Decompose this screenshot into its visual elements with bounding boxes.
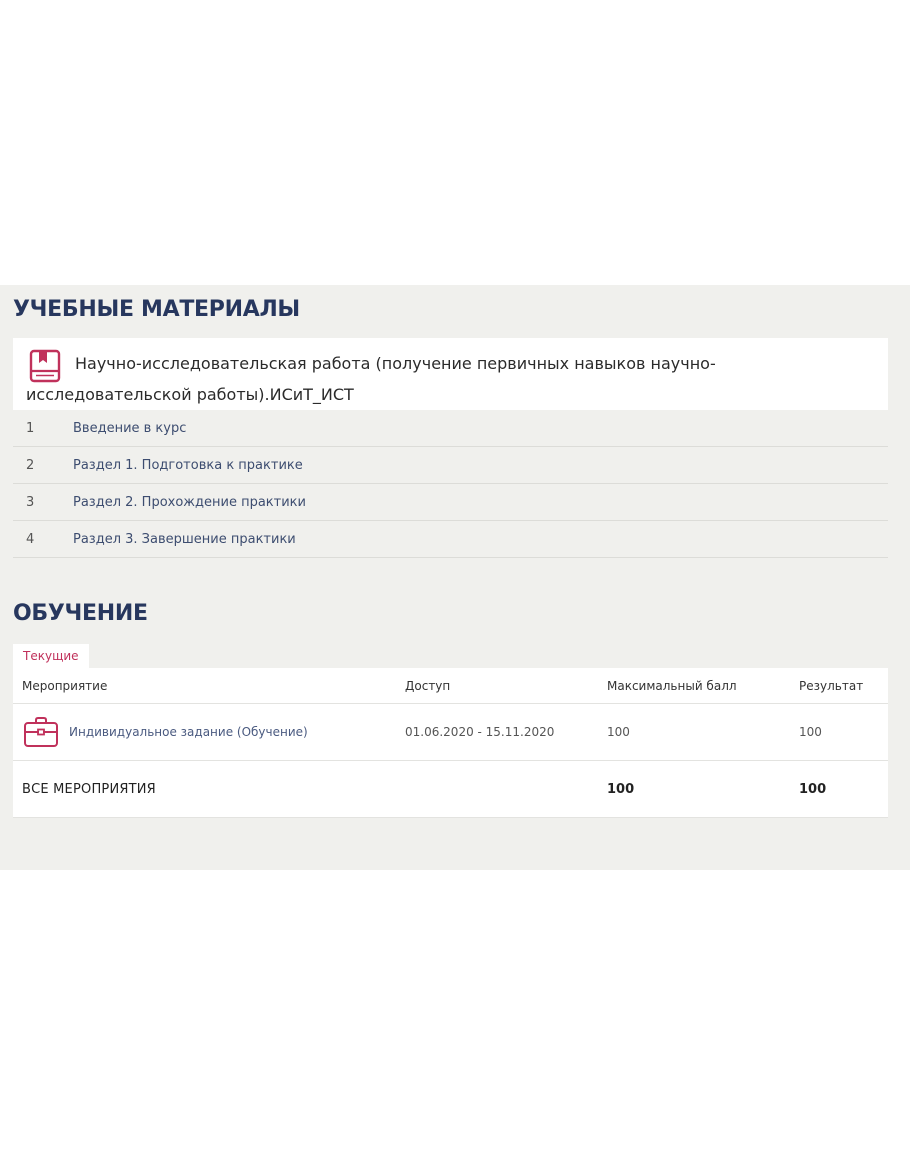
module-link[interactable]: Раздел 1. Подготовка к практике <box>73 458 303 473</box>
learning-heading: ОБУЧЕНИЕ <box>13 601 148 626</box>
module-link[interactable]: Раздел 2. Прохождение практики <box>73 495 306 510</box>
total-result: 100 <box>799 782 827 797</box>
total-row <box>13 761 888 818</box>
column-header-result[interactable]: Результат <box>799 679 864 693</box>
module-row[interactable] <box>13 521 888 558</box>
column-header-max-score[interactable]: Максимальный балл <box>607 679 737 693</box>
module-row[interactable] <box>13 447 888 484</box>
total-max-score: 100 <box>607 782 635 797</box>
event-max-score: 100 <box>607 725 630 739</box>
table-row <box>13 704 888 761</box>
event-result: 100 <box>799 725 822 739</box>
briefcase-icon <box>23 716 59 748</box>
content-panel <box>0 285 910 870</box>
module-number: 4 <box>26 532 35 547</box>
total-label: ВСЕ МЕРОПРИЯТИЯ <box>22 782 156 797</box>
tab-current[interactable]: Текущие <box>13 644 89 668</box>
module-number: 1 <box>26 421 35 436</box>
course-title[interactable]: Научно-исследовательская работа (получение первичных навыков научно-исследовательской работы).ИСиТ_ИСТ <box>26 354 716 404</box>
course-card[interactable] <box>13 338 888 410</box>
column-header-access[interactable]: Доступ <box>405 679 451 693</box>
events-table <box>13 668 888 818</box>
module-link[interactable]: Раздел 3. Завершение практики <box>73 532 296 547</box>
module-row[interactable] <box>13 484 888 521</box>
materials-heading: УЧЕБНЫЕ МАТЕРИАЛЫ <box>13 297 300 322</box>
module-number: 2 <box>26 458 35 473</box>
table-header <box>13 668 888 704</box>
module-list <box>13 410 888 558</box>
module-row[interactable] <box>13 410 888 447</box>
event-link[interactable]: Индивидуальное задание (Обучение) <box>69 725 308 739</box>
module-link[interactable]: Введение в курс <box>73 421 187 436</box>
event-access: 01.06.2020 - 15.11.2020 <box>405 725 555 739</box>
module-number: 3 <box>26 495 35 510</box>
column-header-event[interactable]: Мероприятие <box>22 679 108 693</box>
